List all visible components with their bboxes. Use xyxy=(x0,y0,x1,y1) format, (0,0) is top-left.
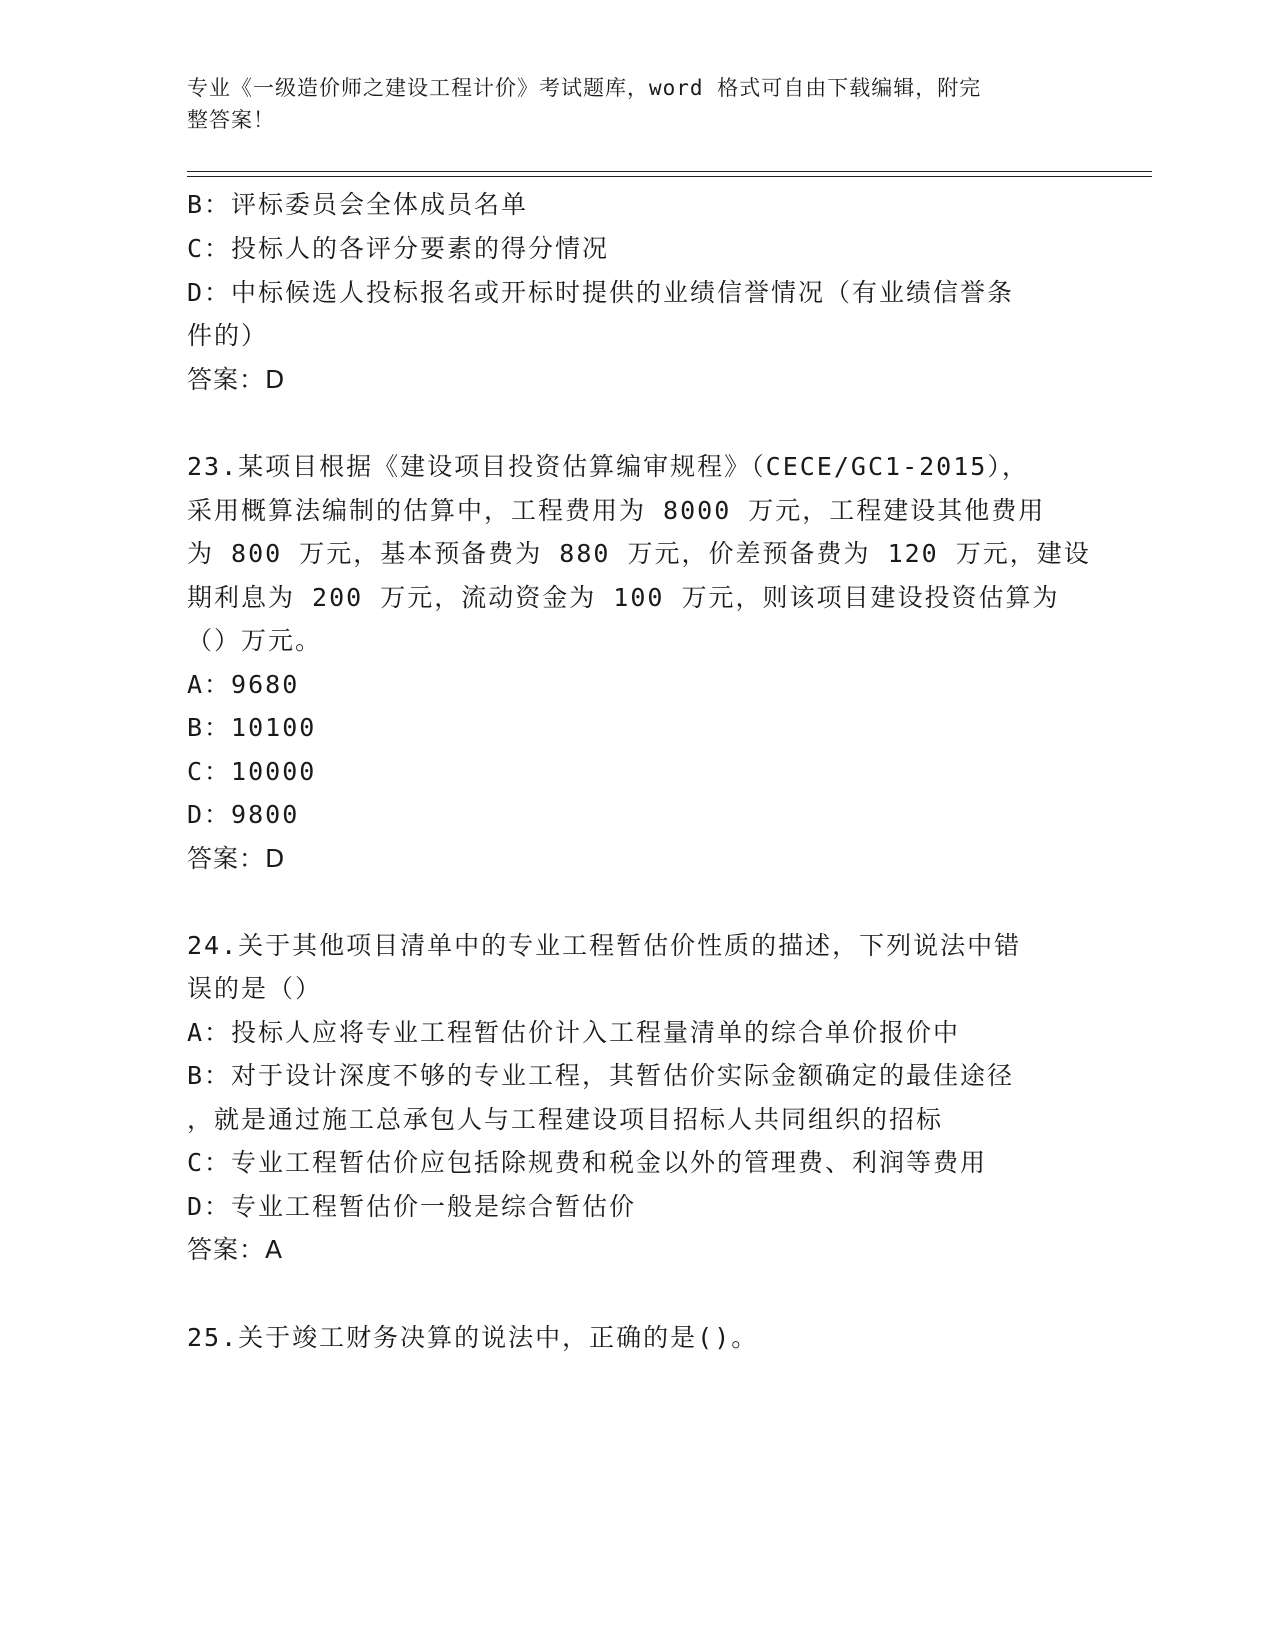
q23-answer: 答案：D xyxy=(187,844,286,873)
q24-option-d: D：专业工程暂估价一般是综合暂估价 xyxy=(187,1192,637,1221)
q22-option-d-line1: D：中标候选人投标报名或开标时提供的业绩信誉情况（有业绩信誉条 xyxy=(187,278,1015,307)
q24-option-b-line1: B：对于设计深度不够的专业工程，其暂估价实际金额确定的最佳途径 xyxy=(187,1061,1015,1090)
q24-stem-line2: 误的是（） xyxy=(187,974,323,1003)
q22-answer: 答案：D xyxy=(187,365,286,394)
header-line-1: 专业《一级造价师之建设工程计价》考试题库，word 格式可自由下载编辑，附完 xyxy=(187,76,982,100)
q23-stem-line5: （）万元。 xyxy=(187,626,323,655)
header-line-2: 整答案！ xyxy=(187,108,275,132)
q22-option-b: B：评标委员会全体成员名单 xyxy=(187,190,529,219)
header-rule-bottom xyxy=(187,176,1152,177)
q22-option-c: C：投标人的各评分要素的得分情况 xyxy=(187,234,610,263)
q22-option-d-line2: 件的） xyxy=(187,321,269,350)
q24-option-a: A：投标人应将专业工程暂估价计入工程量清单的综合单价报价中 xyxy=(187,1018,961,1047)
q23-stem-line1: 23.某项目根据《建设项目投资估算编审规程》（CECE/GC1-2015）， xyxy=(187,452,1029,481)
q23-option-b: B：10100 xyxy=(187,713,317,742)
q25-stem-line1: 25.关于竣工财务决算的说法中，正确的是()。 xyxy=(187,1323,759,1352)
q23-stem-line3: 为 800 万元，基本预备费为 880 万元，价差预备费为 120 万元，建设 xyxy=(187,539,1091,568)
q24-option-c: C：专业工程暂估价应包括除规费和税金以外的管理费、利润等费用 xyxy=(187,1148,988,1177)
q24-stem-line1: 24.关于其他项目清单中的专业工程暂估价性质的描述，下列说法中错 xyxy=(187,931,1022,960)
document-header xyxy=(187,72,1087,136)
q23-option-a: A：9680 xyxy=(187,670,300,699)
q23-option-d: D：9800 xyxy=(187,800,300,829)
q24-option-b-line2: ，就是通过施工总承包人与工程建设项目招标人共同组织的招标 xyxy=(187,1105,944,1134)
q23-option-c: C：10000 xyxy=(187,757,317,786)
q24-answer: 答案：A xyxy=(187,1235,284,1264)
q23-stem-line4: 期利息为 200 万元，流动资金为 100 万元，则该项目建设投资估算为 xyxy=(187,583,1060,612)
header-rule-top xyxy=(187,171,1152,172)
q23-stem-line2: 采用概算法编制的估算中，工程费用为 8000 万元，工程建设其他费用 xyxy=(187,496,1046,525)
